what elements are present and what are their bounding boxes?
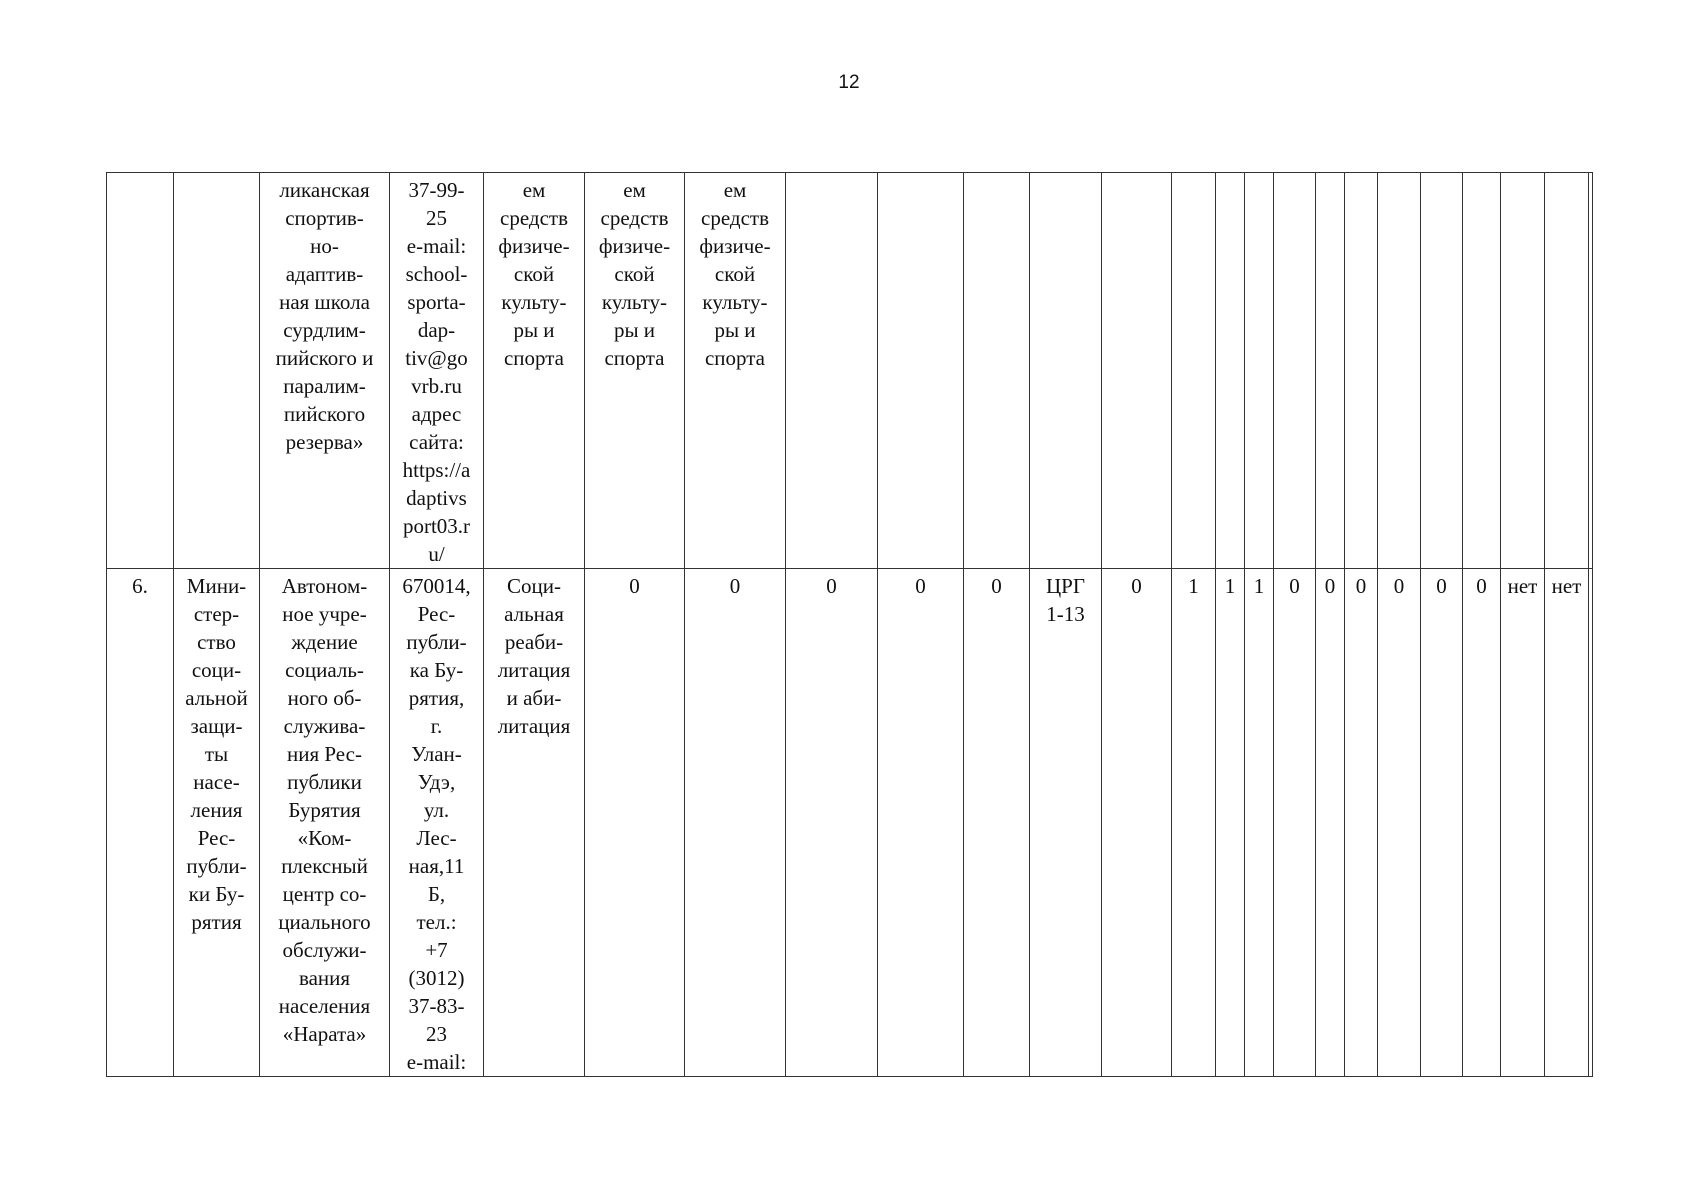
table-cell: ЦРГ 1-13 <box>1030 569 1102 1077</box>
table-cell: 0 <box>786 569 878 1077</box>
table-cell <box>1501 173 1545 569</box>
data-table <box>106 172 1593 1077</box>
table-cell: Автоном- ное учре- ждение социаль- ного об- служива- ния Рес- публики Бурятия «Ком- плексный центр со- циального обслужи- вания населения «Нарата» <box>260 569 390 1077</box>
table-cell: нет <box>1545 569 1589 1077</box>
table-cell: 0 <box>1463 569 1501 1077</box>
table-cell: ем средств физиче- ской культу- ры и спорта <box>484 173 585 569</box>
table-cell: 0 <box>964 569 1030 1077</box>
table-cell <box>1421 173 1463 569</box>
table-cell: ликанская спортив- но- адаптив- ная школа сурдлим- пийского и паралим- пийского резерва» <box>260 173 390 569</box>
table-cell <box>1345 173 1378 569</box>
table-cell: 670014, Рес- публи- ка Бу- рятия, г. Улан- Удэ, ул. Лес- ная,11 Б, тел.: +7 (3012) 37-83- 23 e-mail: <box>390 569 484 1077</box>
table-cell: нет <box>1501 569 1545 1077</box>
table-cell <box>878 173 964 569</box>
table-cell: Мини- стер- ство соци- альной защи- ты насе- ления Рес- публи- ки Бу- рятия <box>174 569 260 1077</box>
table-cell: Соци- альная реаби- литация и аби- литация <box>484 569 585 1077</box>
table-cell: 1 <box>1245 569 1274 1077</box>
table-cell: ем средств физиче- ской культу- ры и спорта <box>585 173 685 569</box>
table-cell <box>107 173 174 569</box>
table-cell: 0 <box>585 569 685 1077</box>
table-cell <box>1245 173 1274 569</box>
table-cell <box>1545 173 1589 569</box>
table-cell <box>964 173 1030 569</box>
table-cell: 0 <box>878 569 964 1077</box>
table-cell <box>1274 173 1316 569</box>
table-cell <box>1102 173 1172 569</box>
table-cell <box>1030 173 1102 569</box>
table-cell: 0 <box>1378 569 1421 1077</box>
table-cell: 0 <box>1316 569 1345 1077</box>
table-cell: 0 <box>1274 569 1316 1077</box>
table-cell <box>1316 173 1345 569</box>
table-cell: ем средств физиче- ской культу- ры и спорта <box>685 173 786 569</box>
table-cell: 1 <box>1216 569 1245 1077</box>
table-cell <box>786 173 878 569</box>
table-row <box>107 173 1593 569</box>
table-cell <box>1463 173 1501 569</box>
table-cell: 0 <box>1345 569 1378 1077</box>
table-cell <box>174 173 260 569</box>
table-row <box>107 569 1593 1077</box>
table-cell <box>1589 569 1593 1077</box>
table-cell: 6. <box>107 569 174 1077</box>
table-cell: 0 <box>1421 569 1463 1077</box>
table-cell <box>1378 173 1421 569</box>
table-cell <box>1216 173 1245 569</box>
table-cell: 1 <box>1172 569 1216 1077</box>
table-cell <box>1589 173 1593 569</box>
table-cell: 0 <box>1102 569 1172 1077</box>
table-cell <box>1172 173 1216 569</box>
page-number: 12 <box>838 72 860 93</box>
table-cell: 0 <box>685 569 786 1077</box>
table-cell: 37-99- 25 e-mail: school- sporta- dap- tiv@go vrb.ru адрес сайта: https://a daptivs port03.r u/ <box>390 173 484 569</box>
